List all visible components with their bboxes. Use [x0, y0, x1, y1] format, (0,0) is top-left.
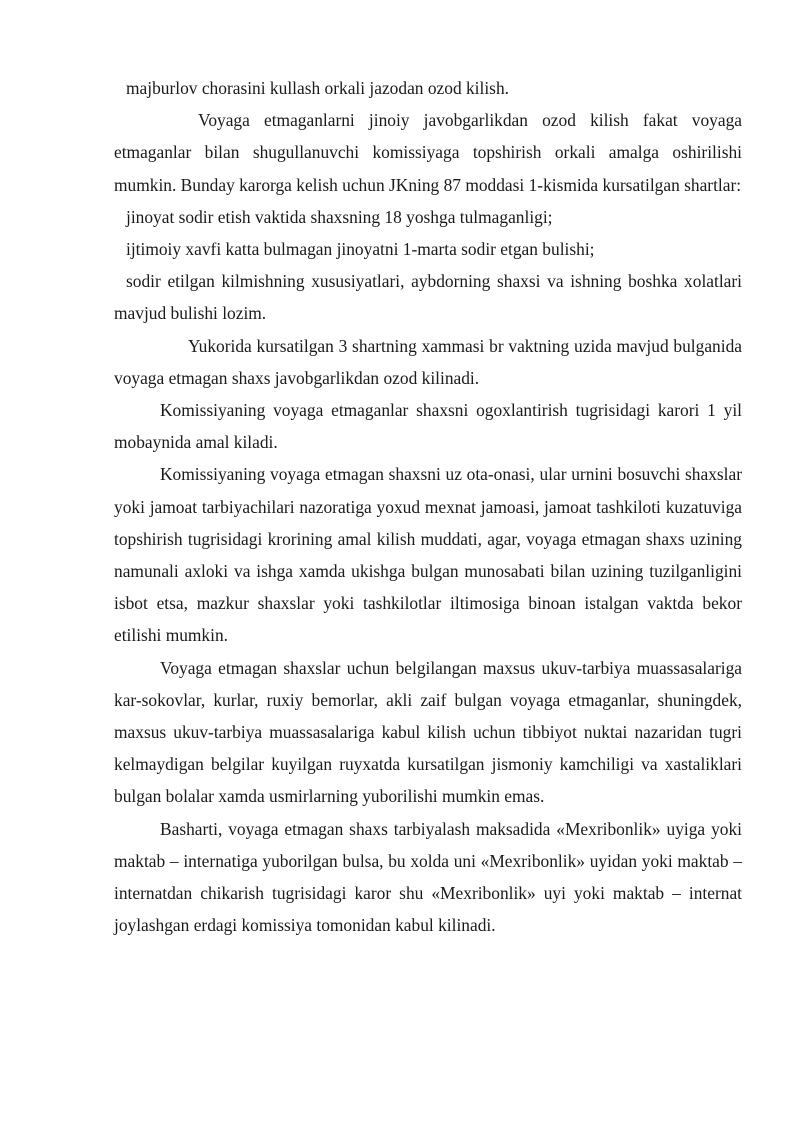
list-item: sodir etilgan kilmishning xususiyatlari, aybdorning shaxsi va ishning boshka xolatlari mavjud bulishi lozim. [114, 271, 742, 324]
paragraph: Voyaga etmagan shaxslar uchun belgilangan maxsus ukuv-tarbiya muassasalariga kar-sokovlar, kurlar, ruxiy bemorlar, akli zaif bulgan voyaga etmaganlar, shuningdek, maxsus ukuv-tarbiya muassasalariga kabul kilish uchun tibbiyot nuktai nazaridan tugri kelmaydigan belgilar kuyilgan ruyxatda kursatilgan jismoniy kamchiligi va xastaliklari bulgan bolalar xamda usmirlarning yuborilishi mumkin emas. [114, 657, 742, 807]
paragraph: majburlov chorasini kullash orkali jazodan ozod kilish. [126, 78, 509, 98]
document-body [114, 72, 742, 941]
list-item: ijtimoiy xavfi katta bulmagan jinoyatni 1-marta sodir etgan bulishi; [126, 239, 595, 260]
paragraph: Voyaga etmaganlarni jinoiy javobgarlikdan ozod kilish fakat voyaga etmaganlar bilan shugullanuvchi komissiyaga topshirish orkali amalga oshirilishi mumkin. Bunday karorga kelish uchun JKning 87 moddasi 1-kismida kursatilgan shartlar: [114, 110, 742, 195]
paragraph: Komissiyaning voyaga etmaganlar shaxsni ogoxlantirish tugrisidagi karori 1 yil mobaynida amal kiladi. [114, 400, 742, 453]
list-item: jinoyat sodir etish vaktida shaxsning 18 yoshga tulmaganligi; [126, 206, 553, 227]
paragraph: Komissiyaning voyaga etmagan shaxsni uz ota-onasi, ular urnini bosuvchi shaxslar yoki jamoat tarbiyachilari nazoratiga yoxud mexnat jamoasi, jamoat tashkiloti kuzatuviga topshirish tugrisidagi krorining amal kilish muddati, agar, voyaga etmagan shaxs uzining namunali axloki va ishga xamda ukishga bulgan munosabati bilan uzining tuzilganligini isbot etsa, mazkur shaxslar yoki tashkilotlar iltimosiga binoan istalgan vaktda bekor etilishi mumkin. [114, 464, 742, 646]
paragraph: Basharti, voyaga etmagan shaxs tarbiyalash maksadida «Mexribonlik» uyiga yoki maktab – internatiga yuborilgan bulsa, bu xolda uni «Mexribonlik» uyidan yoki maktab – internatdan chikarish tugrisidagi karor shu «Mexribonlik» uyi yoki maktab – internat joylashgan erdagi komissiya tomonidan kabul kilinadi. [114, 818, 742, 936]
paragraph: Yukorida kursatilgan 3 shartning xammasi br vaktning uzida mavjud bulganida voyaga etmagan shaxs javobgarlikdan ozod kilinadi. [114, 335, 742, 388]
